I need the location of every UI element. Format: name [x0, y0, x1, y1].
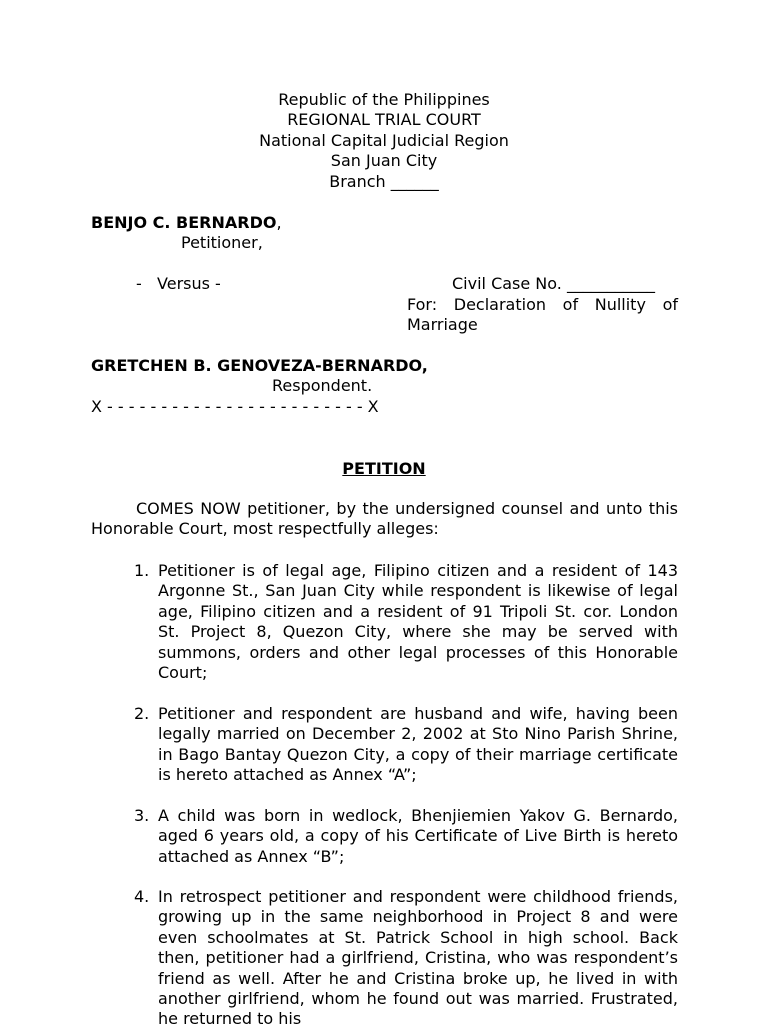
respondent-name: GRETCHEN B. GENOVEZA-BERNARDO,	[91, 356, 428, 375]
allegation-text: Petitioner and respondent are husband and wife, having been legally married on December 2, 2002 at Sto Nino Parish Shrine, in Bago Bantay Quezon City, a copy of their marriage certificate is hereto attached as Annex “A”;	[158, 704, 678, 785]
allegation-number: 4.	[134, 887, 150, 906]
allegation-item	[134, 806, 678, 867]
allegation-item	[134, 704, 678, 786]
petitioner-name: BENJO C. BERNARDO	[91, 213, 277, 232]
case-nature: For: Declaration of Nullity of Marriage	[407, 295, 678, 335]
heading-branch: Branch ______	[329, 171, 439, 191]
allegation-item	[134, 887, 678, 1030]
caption-separator: X - - - - - - - - - - - - - - - - - - - - - - - - X	[91, 397, 379, 416]
allegation-text: In retrospect petitioner and respondent were childhood friends, growing up in the same neighborhood in Project 8 and were even schoolmates at St. Patrick School in high school. Back then, petitioner had a girlfriend, Cristina, who was respondent’s friend as well. After he and Cristina broke up, he lived in with another girlfriend, whom he found out was married. Frustrated, he returned to his	[158, 887, 678, 1029]
allegation-text: Petitioner is of legal age, Filipino citizen and a resident of 143 Argonne St., San Juan City while respondent is likewise of legal age, Filipino citizen and a resident of 91 Tripoli St. cor. London St. Project 8, Quezon City, where she may be served with summons, orders and other legal processes of this Honorable Court;	[158, 561, 678, 683]
civil-case-number: Civil Case No. ___________	[452, 274, 655, 293]
petitioner-role: Petitioner,	[181, 233, 263, 252]
heading-republic: Republic of the Philippines	[278, 90, 490, 109]
allegation-number: 3.	[134, 806, 150, 825]
heading-city: San Juan City	[330, 151, 438, 171]
intro-paragraph: COMES NOW petitioner, by the undersigned counsel and unto this Honorable Court, most respectfully alleges:	[91, 499, 678, 539]
allegation-text: A child was born in wedlock, Bhenjiemien Yakov G. Bernardo, aged 6 years old, a copy of his Certificate of Live Birth is hereto attached as Annex “B”;	[158, 806, 678, 866]
respondent-role: Respondent.	[272, 376, 373, 395]
petitioner-comma: ,	[276, 213, 282, 232]
allegation-number: 1.	[134, 561, 150, 580]
petitioner-block	[91, 213, 282, 233]
heading-region: National Capital Judicial Region	[259, 130, 509, 150]
versus-label: - Versus -	[136, 274, 221, 293]
heading-court: REGIONAL TRIAL COURT	[287, 110, 481, 130]
document-title: PETITION	[342, 459, 426, 478]
allegation-item	[134, 561, 678, 683]
allegation-number: 2.	[134, 704, 150, 723]
court-heading	[0, 90, 768, 192]
